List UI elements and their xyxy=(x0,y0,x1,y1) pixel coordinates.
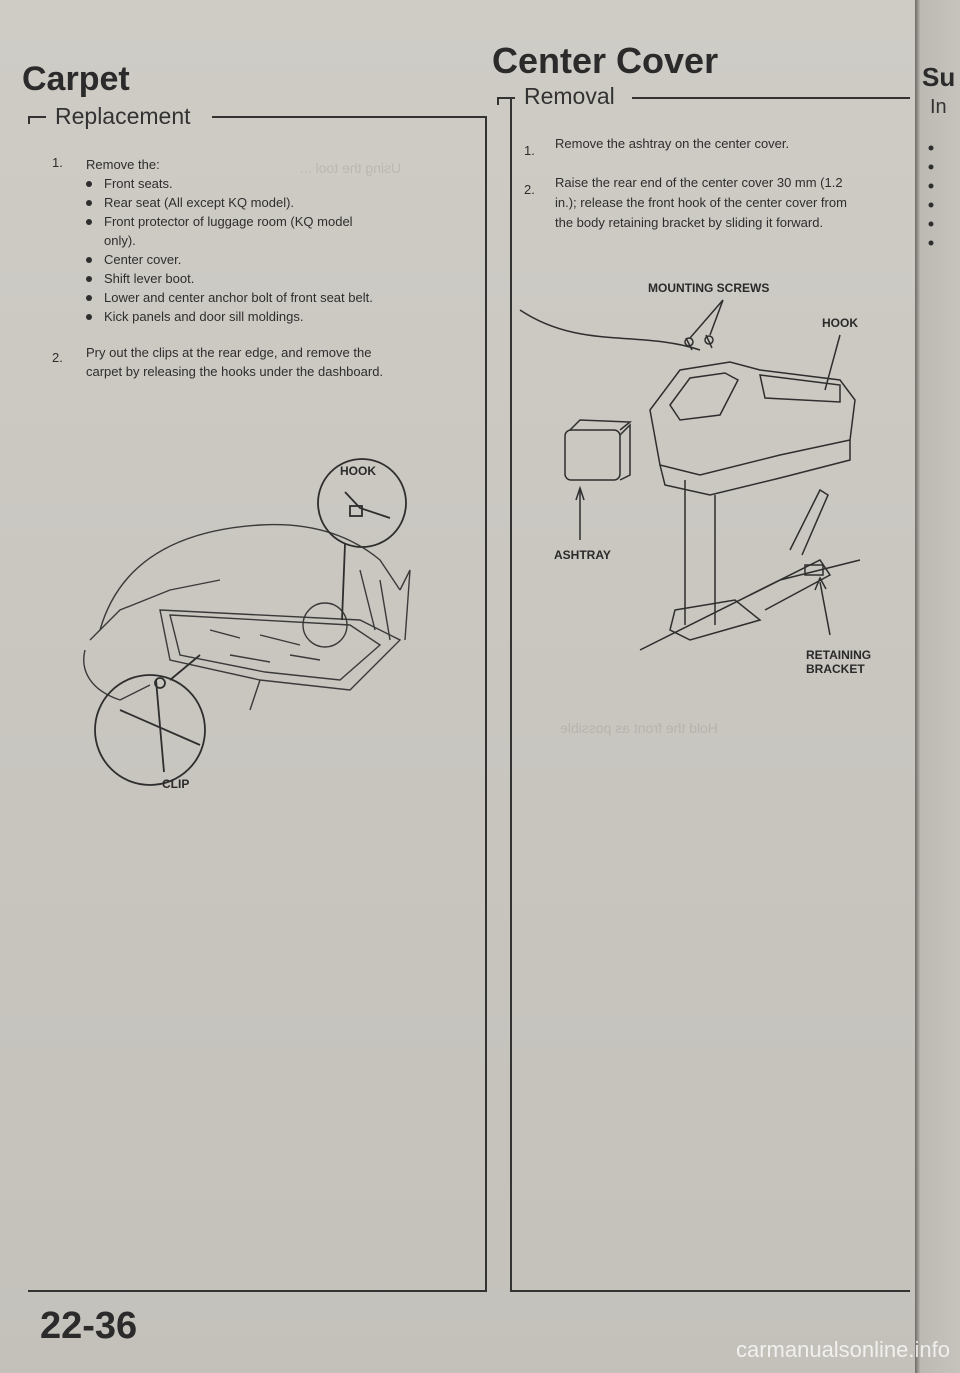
removal-step-1-number: 1. xyxy=(524,143,535,158)
step-1-number: 1. xyxy=(52,155,63,170)
center-cover-illustration xyxy=(520,290,900,670)
removal-step-2-line-2: in.); release the front hook of the center cover from xyxy=(555,195,847,210)
ashtray-label: ASHTRAY xyxy=(554,548,611,562)
retaining-bracket-label-2: BRACKET xyxy=(806,662,865,676)
bullet-icon xyxy=(86,295,92,301)
carpet-title: Carpet xyxy=(22,60,130,98)
step-2-line-1: Pry out the clips at the rear edge, and remove the xyxy=(86,345,372,360)
step-1-intro: Remove the: xyxy=(86,157,160,172)
hook-label-left: HOOK xyxy=(340,464,376,478)
bullet-icon xyxy=(86,181,92,187)
frame-bottom-right xyxy=(510,1290,910,1292)
removal-step-1-text: Remove the ashtray on the center cover. xyxy=(555,136,790,151)
next-page-title-fragment: Su xyxy=(922,62,956,92)
hook-label-right: HOOK xyxy=(822,316,858,330)
removal-step-2-line-1: Raise the rear end of the center cover 30 mm (1.2 xyxy=(555,175,843,190)
bullet-shift-lever-boot: Shift lever boot. xyxy=(86,269,194,288)
retaining-bracket-label-1: RETAINING xyxy=(806,648,872,662)
bleed-through-text: Using the tool ... xyxy=(300,160,402,176)
bullet-anchor-bolt: Lower and center anchor bolt of front seat belt. xyxy=(86,288,373,307)
clip-label: CLIP xyxy=(162,777,190,791)
removal-subtitle: Removal xyxy=(524,83,615,109)
bullet-icon xyxy=(86,276,92,282)
watermark: carmanualsonline.info xyxy=(735,1337,950,1362)
bullet-center-cover: Center cover. xyxy=(86,250,181,269)
frame-left-right xyxy=(510,97,512,1292)
next-page-bullets xyxy=(925,140,945,260)
bleed-through-text: Hold the front as possible xyxy=(560,720,718,736)
bullet-rear-seat: Rear seat (All except KQ model). xyxy=(86,193,294,212)
replacement-subtitle: Replacement xyxy=(55,103,191,129)
page-number: 22-36 xyxy=(40,1305,138,1347)
frame-tick-right xyxy=(497,97,499,105)
bullet-icon xyxy=(86,314,92,320)
carpet-illustration xyxy=(60,440,460,800)
bullet-icon xyxy=(86,219,92,225)
frame-top-right-b xyxy=(632,97,910,99)
next-page-subtitle-fragment: In xyxy=(930,96,947,118)
bullet-kick-panels: Kick panels and door sill moldings. xyxy=(86,307,303,326)
removal-step-2-line-3: the body retaining bracket by sliding it forward. xyxy=(555,215,824,230)
bullet-front-protector: Front protector of luggage room (KQ model xyxy=(86,212,353,231)
bullet-front-protector-cont: only). xyxy=(104,233,136,248)
step-2-line-2: carpet by releasing the hooks under the dashboard. xyxy=(86,364,384,379)
step-2-number: 2. xyxy=(52,350,63,365)
bullet-front-seats: Front seats. xyxy=(86,174,173,193)
bullet-icon xyxy=(86,200,92,206)
frame-top-right-a xyxy=(497,97,515,99)
removal-step-2-number: 2. xyxy=(524,182,535,197)
center-cover-title: Center Cover xyxy=(492,40,719,81)
bullet-icon xyxy=(86,257,92,263)
mounting-screws-label: MOUNTING SCREWS xyxy=(648,281,770,295)
